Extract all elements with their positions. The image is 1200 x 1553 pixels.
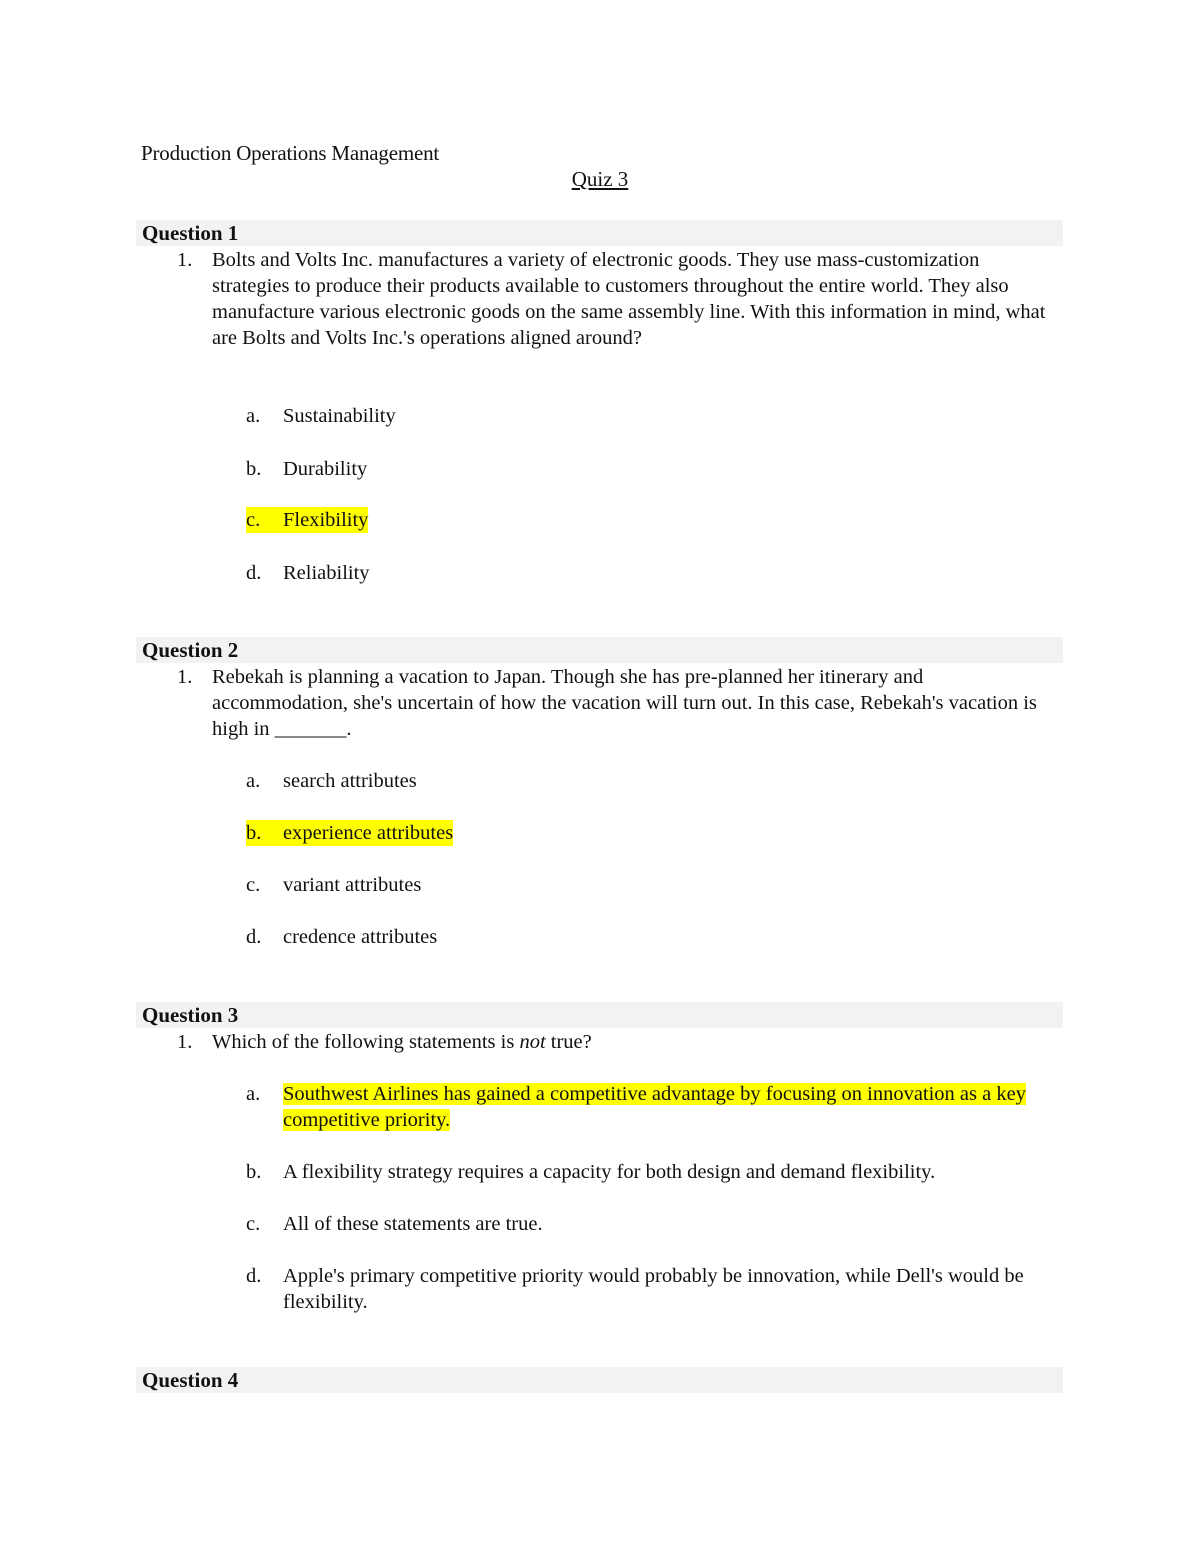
question-text-emphasis: not (519, 1031, 546, 1053)
option-text: experience attributes (283, 822, 454, 844)
question-number: 1. (177, 666, 193, 688)
option-letter: d. (246, 562, 262, 584)
question-text: Rebekah is planning a vacation to Japan. Though she has pre-planned her itinerary and accommodation, she's uncertain of how the vacation will turn out. In this case, Rebekah's vacation is high in _______. (212, 666, 1037, 740)
option-letter: b. (246, 822, 262, 844)
question-2-body (177, 664, 1047, 742)
question-3-option-d (246, 1263, 1061, 1315)
option-letter: c. (246, 509, 261, 531)
option-text: A flexibility strategy requires a capacity for both design and demand flexibility. (283, 1161, 936, 1183)
option-letter: a. (246, 405, 261, 427)
option-letter: d. (246, 926, 262, 948)
option-text: Durability (283, 458, 368, 480)
question-3-option-a (246, 1081, 1061, 1133)
question-2-option-c (246, 872, 1061, 898)
option-text: Reliability (283, 562, 370, 584)
question-1-heading: Question 1 (136, 220, 1063, 246)
question-2-option-d (246, 924, 1061, 950)
option-letter: c. (246, 1213, 261, 1235)
option-text: Flexibility (283, 509, 369, 531)
option-text: variant attributes (283, 874, 422, 896)
question-number: 1. (177, 249, 193, 271)
option-letter: b. (246, 1161, 262, 1183)
question-1-option-c (246, 507, 1061, 533)
option-text: credence attributes (283, 926, 438, 948)
option-text: Apple's primary competitive priority would probably be innovation, while Dell's would be flexibility. (283, 1265, 1024, 1313)
option-letter: a. (246, 1083, 261, 1105)
question-number: 1. (177, 1031, 193, 1053)
question-1-option-d (246, 560, 1061, 586)
question-3-option-c (246, 1211, 1061, 1237)
option-highlight (246, 507, 368, 533)
option-text: search attributes (283, 770, 417, 792)
option-letter: b. (246, 458, 262, 480)
question-2-option-b (246, 820, 1061, 846)
question-2-heading: Question 2 (136, 637, 1063, 663)
question-4-heading: Question 4 (136, 1367, 1063, 1393)
question-text (212, 1029, 1047, 1055)
course-title: Production Operations Management (141, 141, 440, 165)
option-text (283, 1081, 1061, 1133)
question-text: Bolts and Volts Inc. manufactures a variety of electronic goods. They use mass-customization strategies to produce their products available to customers throughout the entire world. They also manufacture various electronic goods on the same assembly line. With this information in mind, what are Bolts and Volts Inc.'s operations aligned around? (212, 249, 1046, 349)
option-text: All of these statements are true. (283, 1213, 543, 1235)
question-3-heading: Question 3 (136, 1002, 1063, 1028)
question-3-body (177, 1029, 1047, 1055)
option-letter: d. (246, 1265, 262, 1287)
option-letter: a. (246, 770, 261, 792)
question-3-option-b (246, 1159, 1061, 1185)
question-1-option-a (246, 403, 1061, 429)
quiz-title: Quiz 3 (571, 167, 629, 191)
question-text-part: true? (545, 1031, 592, 1053)
option-letter: c. (246, 874, 261, 896)
question-1-body (177, 247, 1047, 351)
question-text-part: Which of the following statements is (212, 1031, 520, 1053)
option-highlight (246, 820, 453, 846)
option-highlight: Southwest Airlines has gained a competitive advantage by focusing on innovation as a key competitive priority. (283, 1083, 1026, 1131)
question-2-option-a (246, 768, 1061, 794)
question-1-option-b (246, 456, 1061, 482)
option-text: Sustainability (283, 405, 396, 427)
